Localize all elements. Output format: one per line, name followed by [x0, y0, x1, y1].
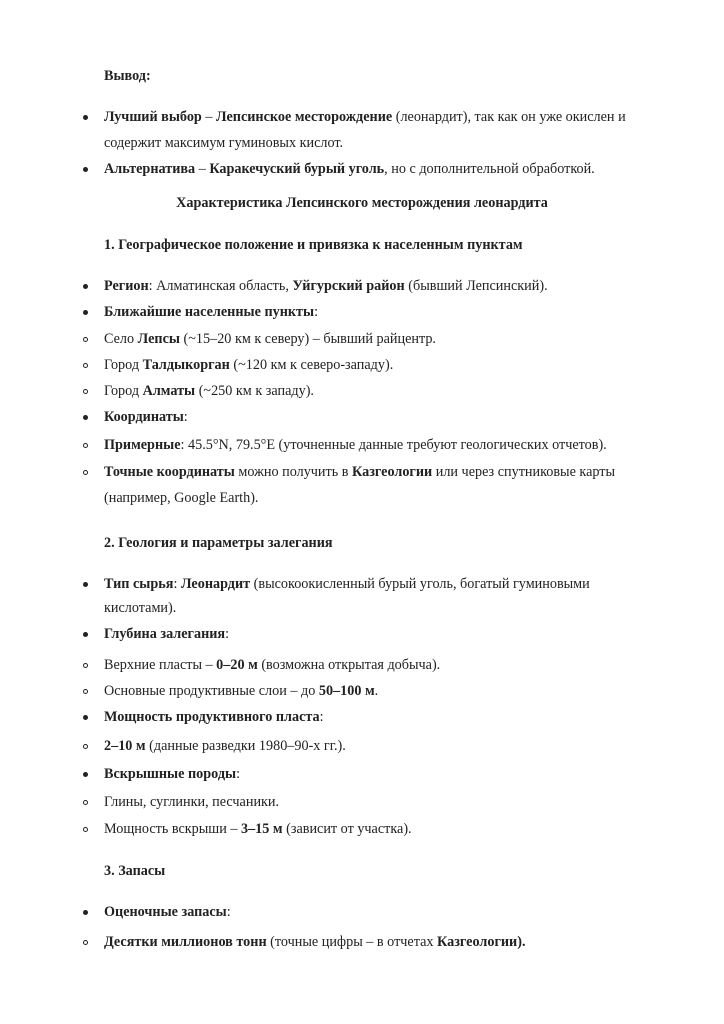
reserves-value-item: Десятки миллионов тонн (точные цифры – в отчетах Казгеологии). — [104, 934, 526, 950]
raw-material-item: Тип сырья: Леонардит (высокоокисленный бурый уголь, богатый гуминовыми — [104, 576, 590, 592]
depth-item: Глубина залегания: — [104, 626, 230, 642]
bullet-ring — [83, 363, 88, 368]
bullet-ring — [83, 470, 88, 475]
section3-title: 3. Запасы — [104, 863, 166, 879]
bullet-ring — [83, 337, 88, 342]
village-lepsy-item: Село Лепсы (~15–20 км к северу) – бывший райцентр. — [104, 331, 436, 347]
conclusion-item-best-cont: содержит максимум гуминовых кислот. — [104, 135, 344, 151]
bullet-ring — [83, 389, 88, 394]
raw-material-item-cont: кислотами). — [104, 600, 177, 616]
exact-coords-item: Точные координаты можно получить в Казгеологии или через спутниковые карты — [104, 464, 616, 480]
conclusion-item-alt: Альтернатива – Каракечуский бурый уголь, но с дополнительной обработкой. — [104, 161, 595, 177]
bullet-ring — [83, 827, 88, 832]
bullet-ring — [83, 800, 88, 805]
conclusion-title: Вывод: — [104, 68, 151, 84]
overburden-item: Вскрышные породы: — [104, 766, 241, 782]
region-item: Регион: Алматинская область, Уйгурский район (бывший Лепсинский). — [104, 278, 548, 294]
approx-coords-item: Примерные: 45.5°N, 79.5°E (уточненные данные требуют геологических отчетов). — [104, 437, 607, 453]
bullet-ring — [83, 744, 88, 749]
bullet-disc — [83, 284, 88, 289]
bullet-ring — [83, 940, 88, 945]
section1-title: 1. Географическое положение и привязка к населенным пунктам — [104, 237, 523, 253]
overburden-thickness-item: Мощность вскрыши – 3–15 м (зависит от участка). — [104, 821, 412, 837]
coordinates-item: Координаты: — [104, 409, 188, 425]
rocks-item: Глины, суглинки, песчаники. — [104, 794, 280, 810]
seam-thickness-item: Мощность продуктивного пласта: — [104, 709, 324, 725]
bullet-ring — [83, 443, 88, 448]
upper-layers-item: Верхние пласты – 0–20 м (возможна открытая добыча). — [104, 657, 441, 673]
city-taldykorgan-item: Город Талдыкорган (~120 км к северо-западу). — [104, 357, 394, 373]
main-layers-item: Основные продуктивные слои – до 50–100 м. — [104, 683, 379, 699]
city-almaty-item: Город Алматы (~250 км к западу). — [104, 383, 314, 399]
section2-title: 2. Геология и параметры залегания — [104, 535, 333, 551]
bullet-disc — [83, 115, 88, 120]
seam-thickness-value-item: 2–10 м (данные разведки 1980–90-х гг.). — [104, 738, 346, 754]
bullet-disc — [83, 582, 88, 587]
exact-coords-item-cont: (например, Google Earth). — [104, 490, 259, 506]
estimated-reserves-item: Оценочные запасы: — [104, 904, 231, 920]
bullet-disc — [83, 310, 88, 315]
bullet-ring — [83, 663, 88, 668]
bullet-disc — [83, 910, 88, 915]
bullet-ring — [83, 689, 88, 694]
nearest-settlements-item: Ближайшие населенные пункты: — [104, 304, 319, 320]
document-title: Характеристика Лепсинского месторождения леонардита — [176, 195, 548, 211]
bullet-disc — [83, 167, 88, 172]
bullet-disc — [83, 415, 88, 420]
bullet-disc — [83, 715, 88, 720]
bullet-disc — [83, 632, 88, 637]
conclusion-item-best: Лучший выбор – Лепсинское месторождение (леонардит), так как он уже окислен и — [104, 109, 626, 125]
bullet-disc — [83, 772, 88, 777]
